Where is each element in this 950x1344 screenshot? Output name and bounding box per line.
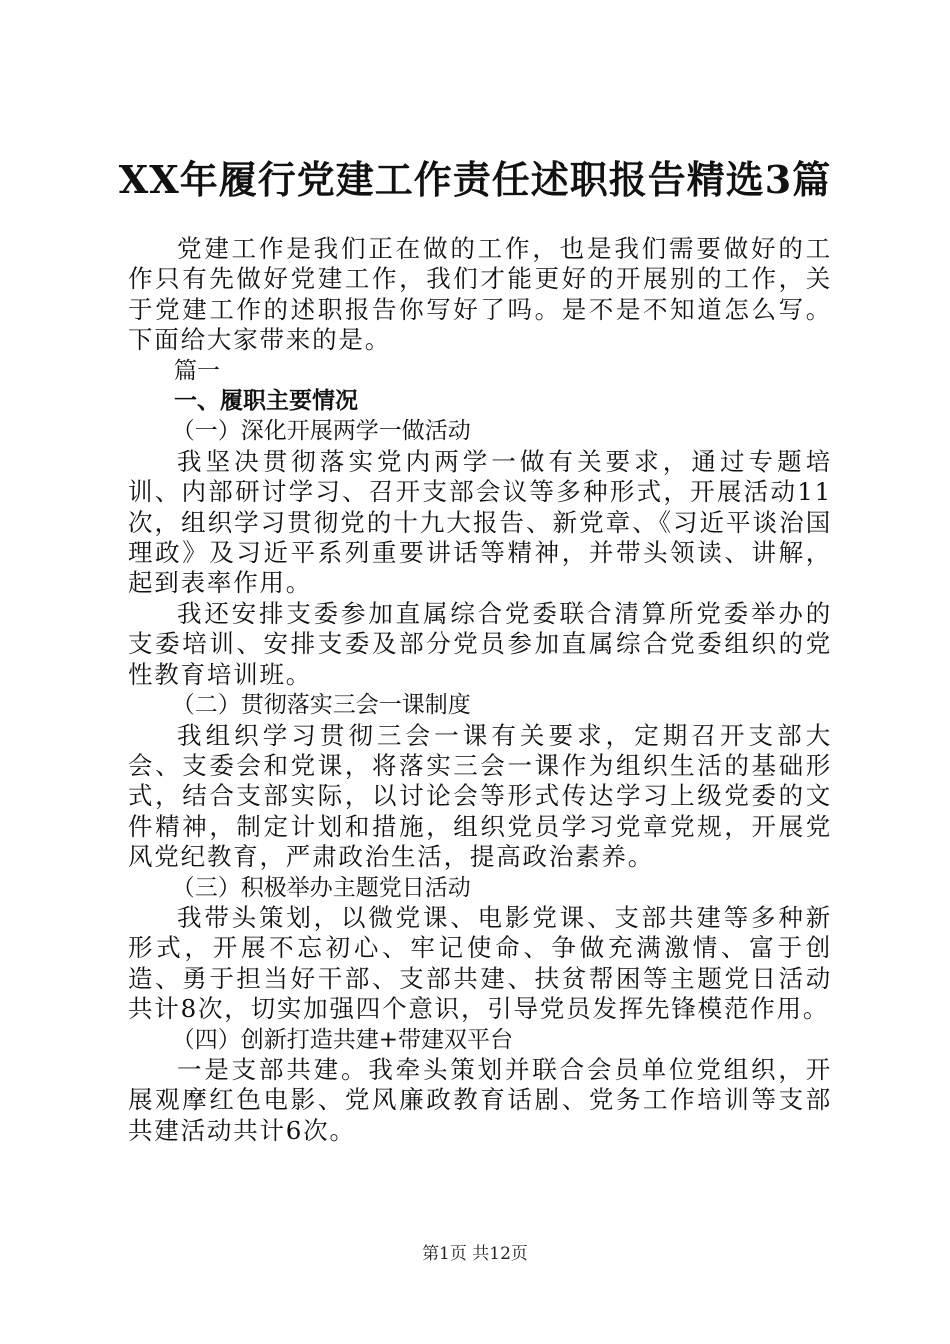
subsection-1-paragraph-2: 我还安排支委参加直属综合党委联合清算所党委举办的支委培训、安排支委及部分党员参加直属综合党委组织的党性教育培训班。 xyxy=(128,598,832,689)
subsection-heading-2: （二）贯彻落实三会一课制度 xyxy=(171,692,471,719)
subsection-2-paragraph-1: 我组织学习贯彻三会一课有关要求，定期召开支部大会、支委会和党课，将落实三会一课作为组织生活的基础形式，结合支部实际，以讨论会等形式传达学习上级党委的文件精神，制定计划和措施，组织党员学习党章党规，开展党风党纪教育，严肃政治生活，提高政治素养。 xyxy=(128,720,832,872)
document-body xyxy=(128,234,832,1146)
page-footer: 第1页 共12页 xyxy=(422,1244,528,1264)
subsection-heading-1: （一）深化开展两学一做活动 xyxy=(171,418,471,445)
part-label: 篇一 xyxy=(174,357,220,384)
subsection-heading-3: （三）积极举办主题党日活动 xyxy=(171,874,471,901)
subsection-3-paragraph-1: 我带头策划，以微党课、电影党课、支部共建等多种新形式，开展不忘初心、牢记使命、争做充满激情、富于创造、勇于担当好干部、支部共建、扶贫帮困等主题党日活动共计8次，切实加强四个意识，引导党员发挥先锋模范作用。 xyxy=(128,902,832,1024)
subsection-heading-4: （四）创新打造共建+带建双平台 xyxy=(171,1026,513,1053)
intro-paragraph: 党建工作是我们正在做的工作，也是我们需要做好的工作只有先做好党建工作，我们才能更好的开展别的工作，关于党建工作的述职报告你写好了吗。是不是不知道怎么写。下面给大家带来的是。 xyxy=(128,234,832,355)
subsection-4-paragraph-1: 一是支部共建。我牵头策划并联合会员单位党组织，开展观摩红色电影、党风廉政教育话剧、党务工作培训等支部共建活动共计6次。 xyxy=(128,1054,832,1145)
subsection-1-paragraph-1: 我坚决贯彻落实党内两学一做有关要求，通过专题培训、内部研讨学习、召开支部会议等多种形式，开展活动11次，组织学习贯彻党的十九大报告、新党章、《习近平谈治国理政》及习近平系列重要讲话等精神，并带头领读、讲解，起到表率作用。 xyxy=(128,446,832,598)
section-heading-1: 一、履职主要情况 xyxy=(174,388,358,415)
document-title: XX年履行党建工作责任述职报告精选3篇 xyxy=(118,157,832,202)
